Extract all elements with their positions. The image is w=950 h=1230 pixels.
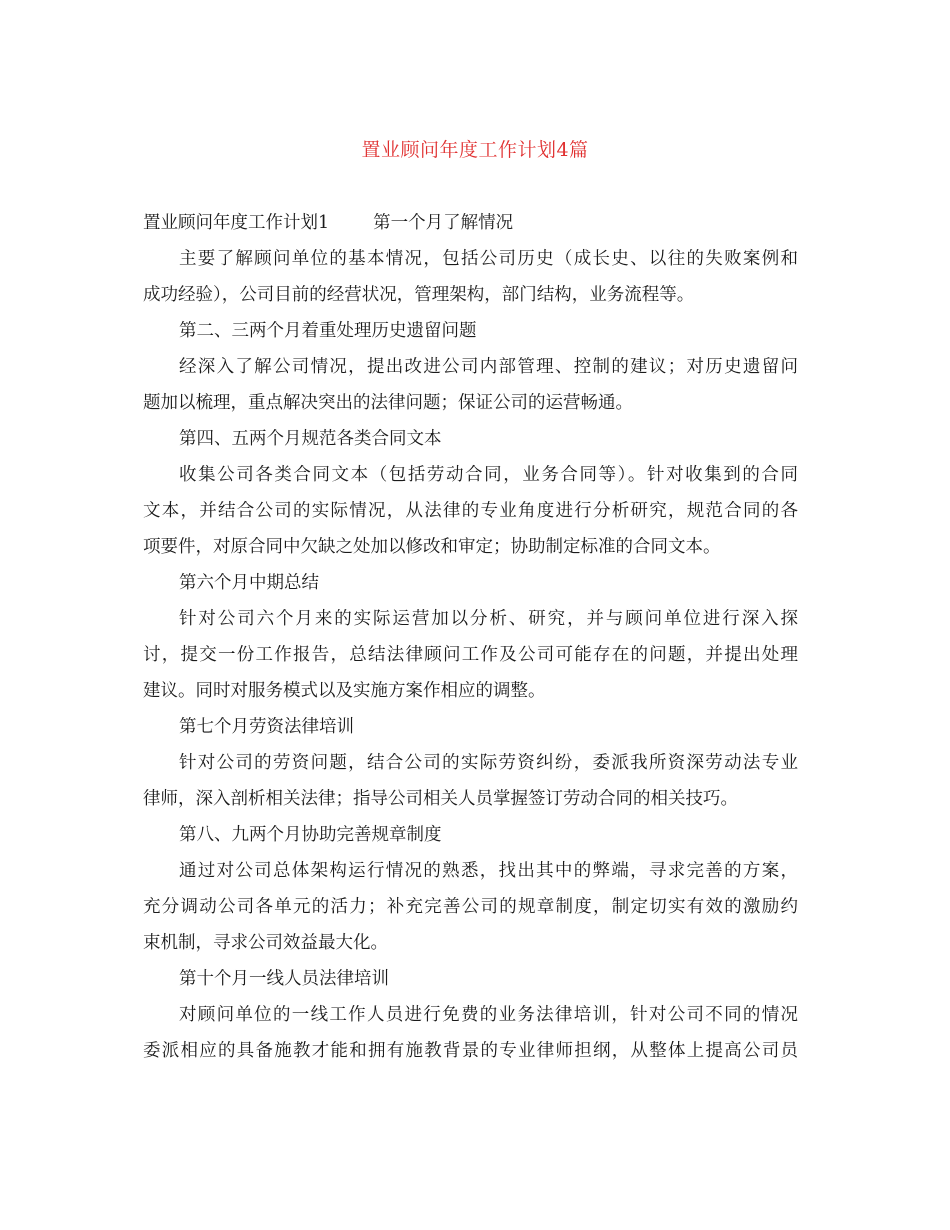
section-heading: 第四、五两个月规范各类合同文本 [179, 429, 442, 449]
body-line: 文本，并结合公司的实际情况，从法律的专业角度进行分析研究，规范合同的各 [143, 501, 798, 521]
body-line: 充分调动公司各单元的活力；补充完善公司的规章制度，制定切实有效的激励约 [143, 897, 798, 917]
document-title: 置业顾问年度工作计划4篇 [361, 139, 589, 161]
body-line: 成功经验），公司目前的经营状况，管理架构，部门结构，业务流程等。 [143, 285, 695, 305]
section-heading: 第十个月一线人员法律培训 [179, 969, 389, 989]
document-body [143, 205, 798, 1069]
body-line: 委派相应的具备施教才能和拥有施教背景的专业律师担纲，从整体上提高公司员 [143, 1041, 798, 1061]
section-heading: 第七个月劳资法律培训 [179, 717, 354, 737]
body-line: 题加以梳理，重点解决突出的法律问题；保证公司的运营畅通。 [143, 393, 633, 413]
body-line: 针对公司六个月来的实际运营加以分析、研究，并与顾问单位进行深入探 [179, 609, 798, 629]
body-line: 讨，提交一份工作报告，总结法律顾问工作及公司可能存在的问题，并提出处理 [143, 645, 798, 665]
body-line: 主要了解顾问单位的基本情况，包括公司历史（成长史、以往的失败案例和 [179, 249, 798, 269]
body-line: 经深入了解公司情况，提出改进公司内部管理、控制的建议；对历史遗留问 [179, 357, 798, 377]
section-heading [143, 205, 798, 241]
body-line: 对顾问单位的一线工作人员进行免费的业务法律培训，针对公司不同的情况 [179, 1005, 798, 1025]
body-line: 律师，深入剖析相关法律；指导公司相关人员掌握签订劳动合同的相关技巧。 [143, 789, 738, 809]
body-line: 建议。同时对服务模式以及实施方案作相应的调整。 [143, 681, 546, 701]
body-line: 通过对公司总体架构运行情况的熟悉，找出其中的弊端，寻求完善的方案， [179, 861, 798, 881]
section-heading: 第六个月中期总结 [179, 573, 319, 593]
body-line: 收集公司各类合同文本（包括劳动合同，业务合同等）。针对收集到的合同 [179, 465, 798, 485]
section-heading: 第二、三两个月着重处理历史遗留问题 [179, 321, 477, 341]
section-heading: 第八、九两个月协助完善规章制度 [179, 825, 442, 845]
body-line: 针对公司的劳资问题，结合公司的实际劳资纠纷，委派我所资深劳动法专业 [179, 753, 798, 773]
body-line: 项要件，对原合同中欠缺之处加以修改和审定；协助制定标准的合同文本。 [143, 537, 721, 557]
section-heading-inline: 第一个月了解情况 [373, 213, 514, 233]
body-line: 束机制，寻求公司效益最大化。 [143, 933, 388, 953]
plan-heading: 置业顾问年度工作计划1 [143, 213, 330, 233]
